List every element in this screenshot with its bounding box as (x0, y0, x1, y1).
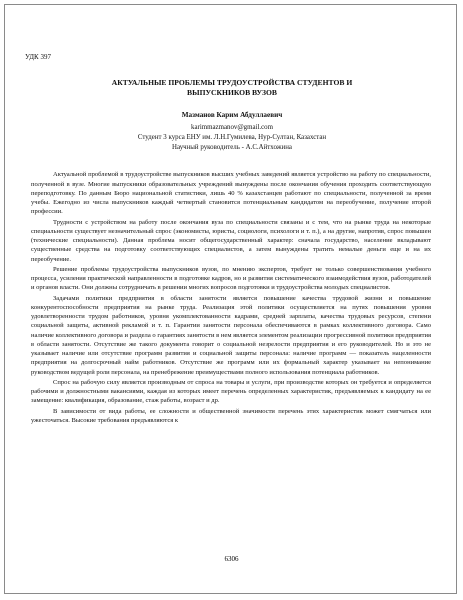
paper-title: АКТУАЛЬНЫЕ ПРОБЛЕМЫ ТРУДОУСТРОЙСТВА СТУДЕНТОВ И ВЫПУСКНИКОВ ВУЗОВ (111, 78, 353, 97)
page-number: 6306 (224, 555, 239, 563)
body-paragraph: Спрос на рабочую силу является производным от спроса на товары и услуги, при производстве которых он требуется и определяется рабочими и должностными вакансиями, каждая из которых имеет перечень определенных характеристик, предъявляемых к кандидату на ее замещение: квалификация, образование, стаж работы, возраст и др. (31, 378, 431, 405)
author-name: Мазманов Карим Абдуллаевич (181, 111, 283, 120)
author-affiliation: Студент 3 курса ЕНУ им. Л.Н.Гумилева, Нур-Султан, Казахстан (137, 133, 327, 141)
paper-page (17, 15, 447, 426)
udk-code: УДК 397 (25, 53, 51, 61)
body-paragraph: Задачами политики предприятия в области занятости является повышение качества трудовой жизни и повышение конкурентоспособности предприятия на рынке труда. Реализация этой политики осуществляется на путях повышения уровня удовлетворенности трудом работников, уровня укомплектованности кадрами, средней зарплаты, качества трудовых ресурсов, степени социальной защиты, активной рекламой и т. п. Гарантии занятости персонала обеспечиваются в рамках коллективного договора. Само наличие коллективного договора и раздела о гарантиях занятости в нем является элементом реализации прогрессивной политики предприятия в области занятости. Отсутствие же такого документа говорит о социальной незрелости предприятия и его руководителей. Но и это не указывает наличие или отсутствие программ развития и социальной защиты персонала: наличие программ — показатель нацеленности предприятия на долгосрочный найм работников. Отсутствие же программ или их формальный характер указывает на непонимание руководством ведущей роли персонала, на пренебрежение преимуществами полного использования потенциала работников. (31, 294, 431, 376)
supervisor-line: Научный руководитель - А.С.Айтхожина (172, 144, 292, 152)
page-frame (4, 4, 457, 594)
body-paragraph: В зависимости от вида работы, ее сложности и общественной значимости перечень этих характеристик может смягчаться или ужесточаться. Высокие требования предъявляются к (31, 407, 431, 424)
body-paragraph: Решение проблемы трудоустройства выпускников вузов, по мнению экспертов, требует не только совершенствования учебного процесса, усиления практической направленности в подготовке кадров, но и развития систематического взаимодействия вузов, работодателей и органов власти. Они должны сотрудничать в решении многих вопросов подготовки и трудоустройства молодых специалистов. (31, 265, 431, 292)
body-paragraph: Трудности с устройством на работу после окончания вуза по специальности связаны и с тем, что на рынке труда на некоторые специальности существует незначительный спрос (экономисты, юристы, социологи, психологи и т. п.), а на другие, напротив, спрос повышен (технические специальности). Данная проблема носит общегосударственный характер: сначала государство, население вкладывают существенные средства на подготовку соответствующих специалистов, а затем вынуждены тратить немалые деньги еще и на их переобучение. (31, 218, 431, 263)
author-email: karimmazmanov@gmail.com (191, 123, 273, 131)
paper-body (17, 170, 447, 425)
body-paragraph: Актуальной проблемой в трудоустройстве выпускников высших учебных заведений является устройство на работу по специальности, полученной в вузе. Многие выпускники образовательных учреждений вынуждены после окончания обучения проходить соответствующую переподготовку. По данным Бюро национальной статистики, лишь 40 % казахстанцев работают по специальности, полученной за время учебы. Ежегодно из числа выпускников каждый четвертый становится потенциальным кандидатом на переобучение, получение второй профессии. (31, 171, 431, 216)
